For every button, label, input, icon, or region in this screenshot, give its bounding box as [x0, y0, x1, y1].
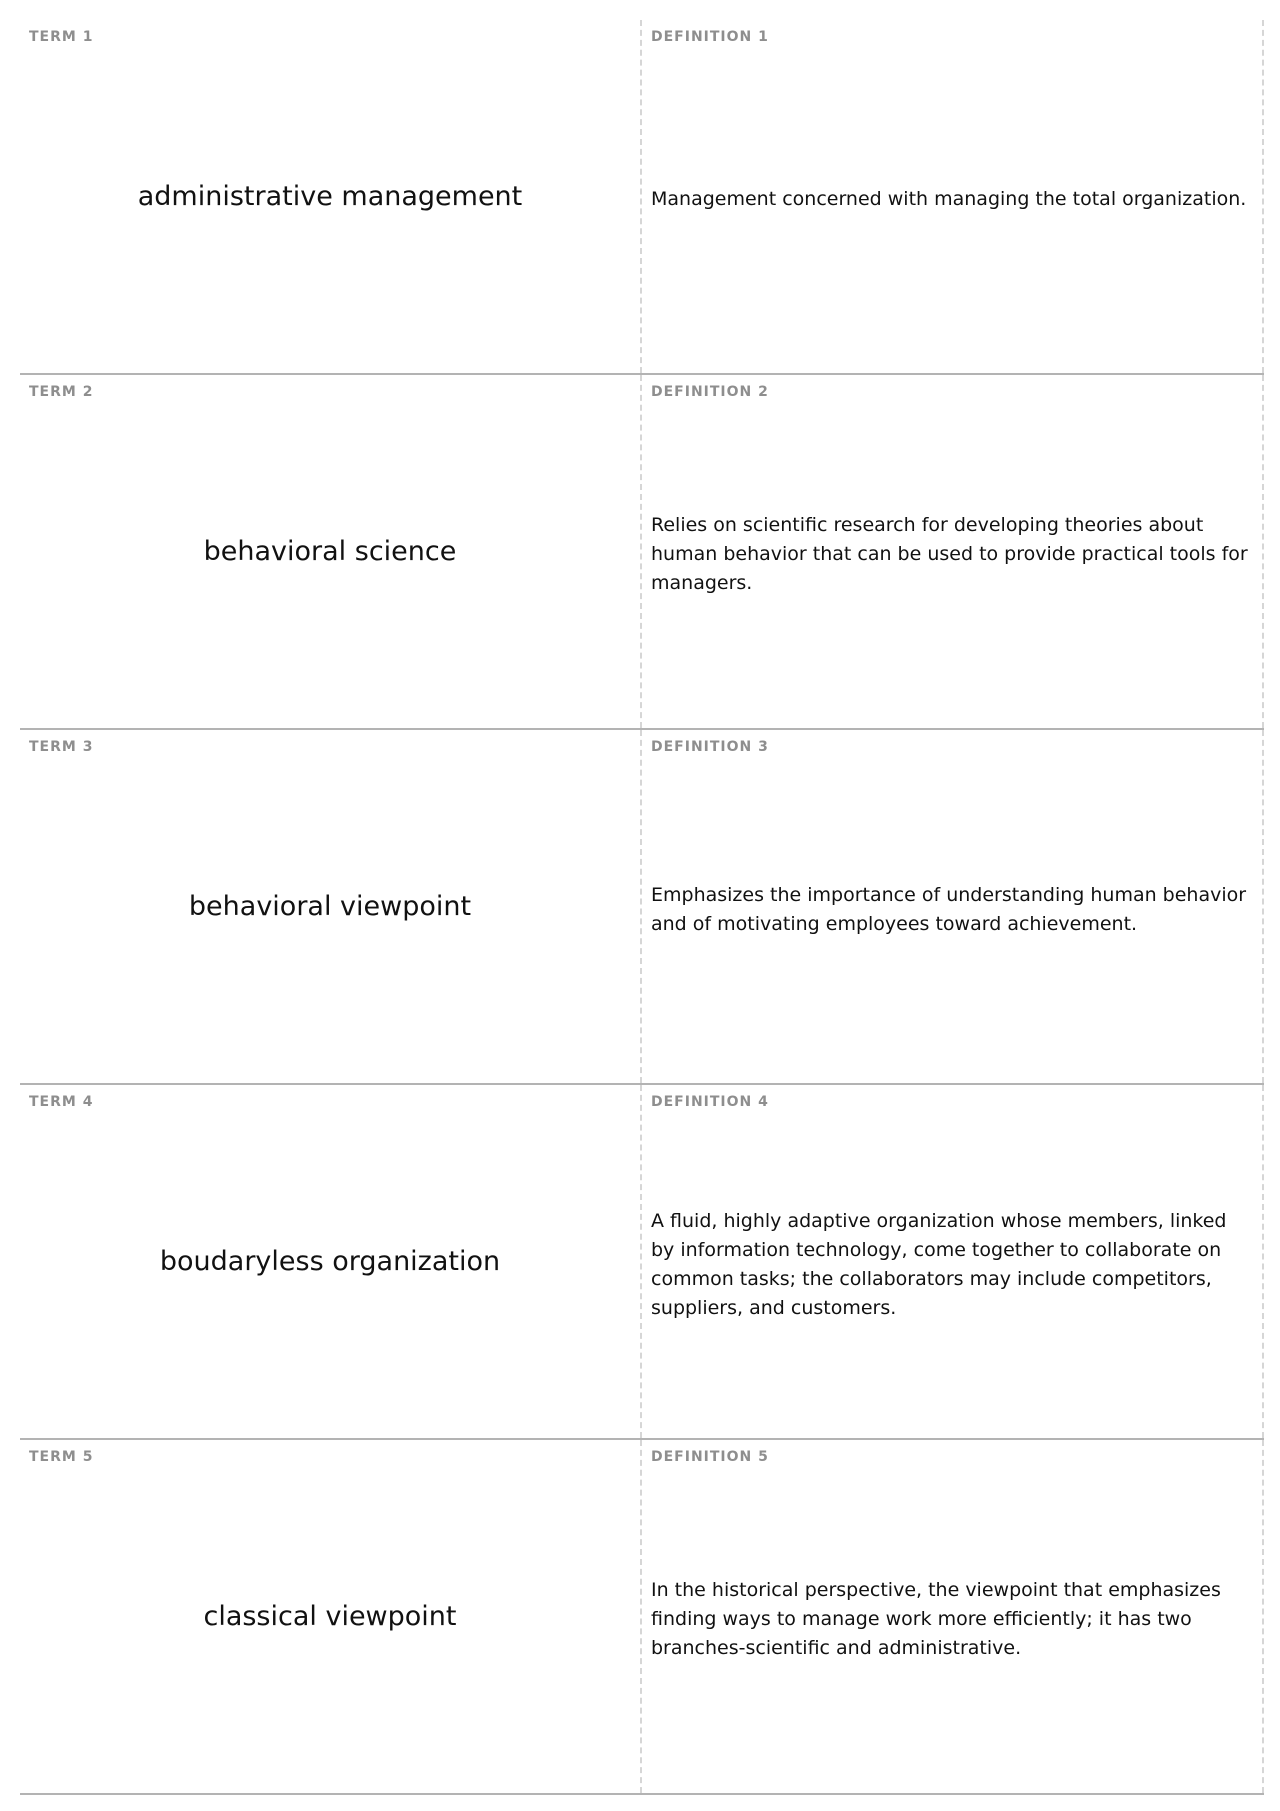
flashcard-sheet: [20, 20, 1264, 1795]
term-cell: [20, 375, 642, 728]
term-text: behavioral science: [203, 536, 457, 567]
term-text: behavioral viewpoint: [188, 891, 472, 922]
term-text: administrative management: [137, 181, 523, 212]
definition-cell: [642, 730, 1264, 1083]
definition-label: DEFINITION 1: [651, 29, 769, 45]
definition-text: Emphasizes the importance of understanding human behavior and of motivating employees toward achievement.: [651, 883, 1247, 935]
definition-label: DEFINITION 3: [651, 739, 769, 755]
definition-text: In the historical perspective, the viewpoint that emphasizes finding ways to manage work more efficiently; it has two branches-scientific and administrative.: [651, 1579, 1221, 1659]
flashcard-row-3: [20, 730, 1264, 1085]
definition-label: DEFINITION 2: [651, 384, 769, 400]
definition-text: Relies on scientific research for developing theories about human behavior that can be used to provide practical tools for managers.: [651, 514, 1248, 594]
definition-label: DEFINITION 4: [651, 1094, 769, 1110]
flashcard-row-4: [20, 1085, 1264, 1440]
flashcard-row-5: [20, 1440, 1264, 1795]
flashcard-row-1: [20, 20, 1264, 375]
term-label: TERM 1: [29, 29, 94, 45]
definition-text: A fluid, highly adaptive organization whose members, linked by information technology, come together to collaborate on common tasks; the collaborators may include competitors, suppliers, and customers.: [651, 1209, 1227, 1319]
term-label: TERM 5: [29, 1449, 94, 1465]
term-cell: [20, 1085, 642, 1438]
term-cell: [20, 20, 642, 373]
flashcard-row-2: [20, 375, 1264, 730]
definition-cell: [642, 1440, 1264, 1793]
term-cell: [20, 730, 642, 1083]
definition-cell: [642, 1085, 1264, 1438]
term-cell: [20, 1440, 642, 1793]
definition-cell: [642, 375, 1264, 728]
term-text: classical viewpoint: [203, 1601, 457, 1632]
definition-label: DEFINITION 5: [651, 1449, 769, 1465]
term-text: boudaryless organization: [159, 1246, 501, 1277]
term-label: TERM 2: [29, 384, 94, 400]
term-label: TERM 3: [29, 739, 94, 755]
definition-cell: [642, 20, 1264, 373]
definition-text: Management concerned with managing the total organization.: [651, 188, 1247, 210]
term-label: TERM 4: [29, 1094, 94, 1110]
